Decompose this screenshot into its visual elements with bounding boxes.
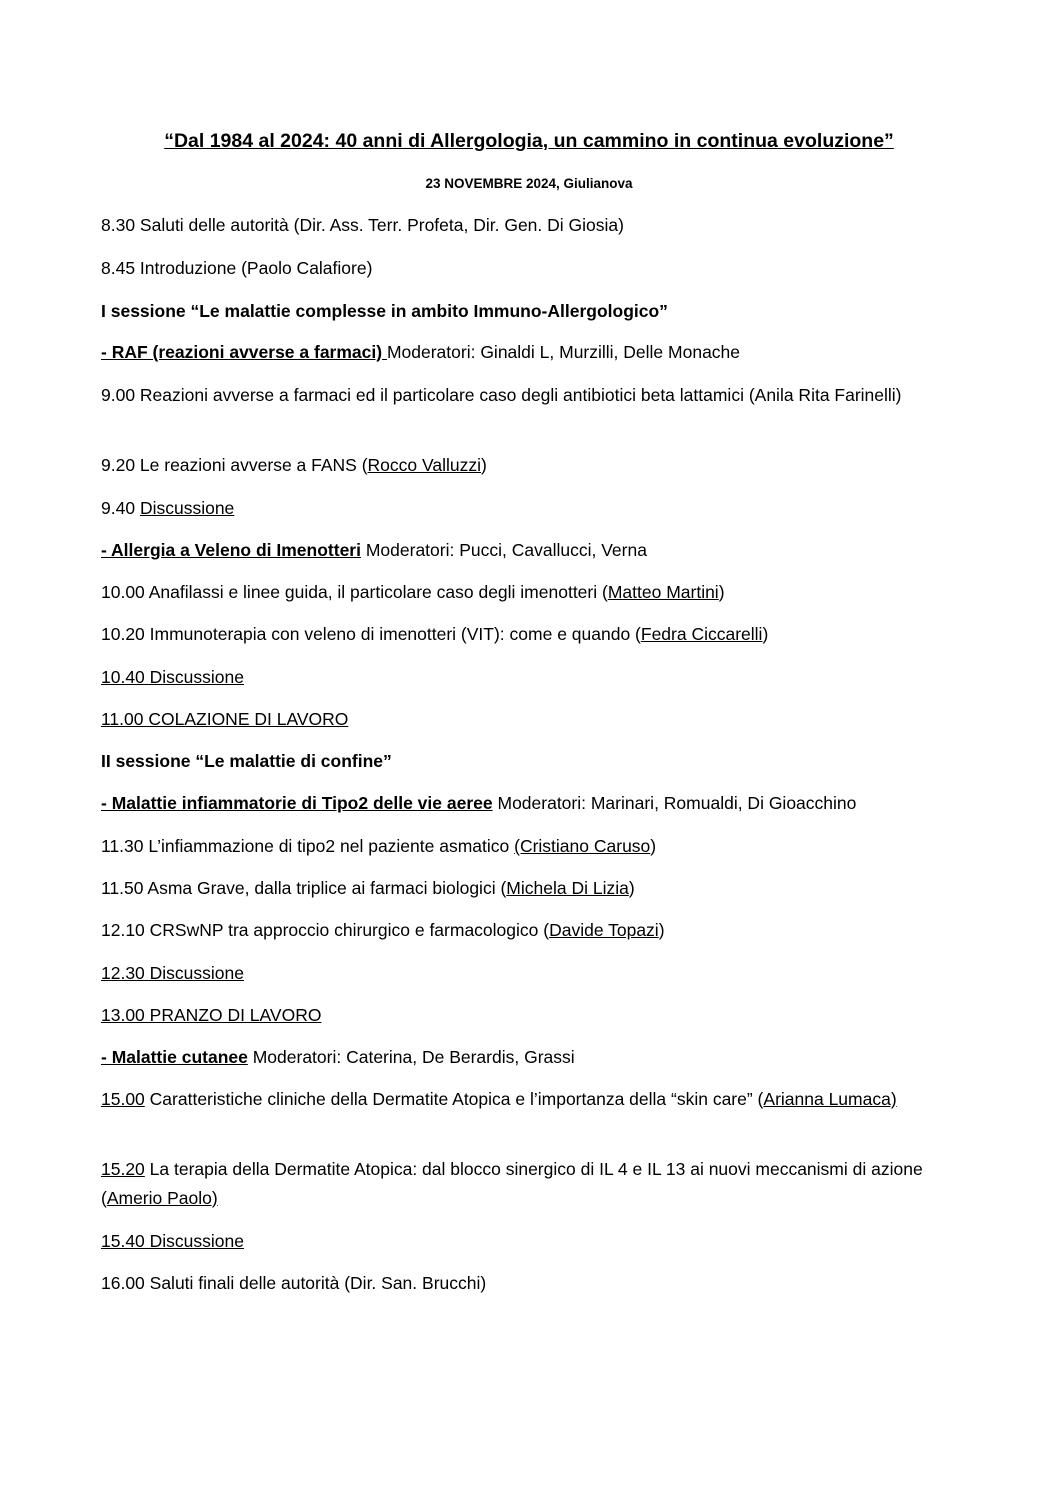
program-item bbox=[101, 620, 961, 649]
program-item: 12.30 Discussione bbox=[101, 963, 244, 983]
section-title: - Allergia a Veleno di Imenotteri bbox=[101, 540, 361, 560]
program-item: 16.00 Saluti finali delle autorità (Dir. San. Brucchi) bbox=[101, 1273, 487, 1293]
session-heading: I sessione “Le malattie complesse in ambito Immuno-Allergologico” bbox=[101, 301, 668, 321]
document-subtitle: 23 NOVEMBRE 2024, Giulianova bbox=[425, 176, 633, 191]
item-text: Caratteristiche cliniche della Dermatite Atopica e l’importanza della “skin care” ( bbox=[144, 1089, 764, 1109]
item-text: ) bbox=[658, 920, 665, 940]
speaker-name: Amerio Paolo) bbox=[106, 1188, 218, 1208]
moderators: Moderatori: Pucci, Cavallucci, Verna bbox=[360, 540, 647, 560]
speaker-name: (Cristiano Caruso bbox=[514, 836, 651, 856]
program-item bbox=[101, 916, 961, 945]
moderators: Moderatori: Caterina, De Berardis, Grassi bbox=[247, 1047, 575, 1067]
program-item: 8.30 Saluti delle autorità (Dir. Ass. Terr. Profeta, Dir. Gen. Di Giosia) bbox=[101, 215, 624, 235]
item-time: 15.00 bbox=[101, 1089, 145, 1109]
program-item bbox=[101, 832, 961, 861]
item-text: La terapia della Dermatite Atopica: dal blocco sinergico di IL 4 e IL 13 ai nuovi meccanismi di azione ( bbox=[101, 1159, 923, 1208]
document-title: “Dal 1984 al 2024: 40 anni di Allergologia, un cammino in continua evoluzione” bbox=[164, 130, 894, 152]
program-item bbox=[101, 874, 961, 903]
item-text: 11.50 Asma Grave, dalla triplice ai farmaci biologici ( bbox=[101, 878, 507, 898]
item-time: 9.40 bbox=[101, 498, 140, 518]
speaker-name: Michela Di Lizia bbox=[506, 878, 629, 898]
speaker-name: Davide Topazi bbox=[549, 920, 659, 940]
item-text: 12.10 CRSwNP tra approccio chirurgico e farmacologico ( bbox=[101, 920, 550, 940]
moderators: Moderatori: Ginaldi L, Murzilli, Delle Monache bbox=[386, 342, 741, 362]
item-text: 11.30 L’infiammazione di tipo2 nel paziente asmatico bbox=[101, 836, 515, 856]
item-text: 10.20 Immunoterapia con veleno di imenotteri (VIT): come e quando ( bbox=[101, 624, 641, 644]
program-item: 9.00 Reazioni avverse a farmaci ed il particolare caso degli antibiotici beta lattamici (Anila Rita Farinelli) bbox=[101, 385, 902, 405]
program-item: 13.00 PRANZO DI LAVORO bbox=[101, 1005, 322, 1025]
program-item bbox=[101, 578, 961, 607]
speaker-name: Fedra Ciccarelli bbox=[640, 624, 763, 644]
section-heading bbox=[101, 1043, 961, 1072]
item-time: 15.20 bbox=[101, 1159, 145, 1179]
session-heading: II sessione “Le malattie di confine” bbox=[101, 751, 392, 771]
section-heading bbox=[101, 536, 961, 565]
item-text: ) bbox=[762, 624, 769, 644]
speaker-name: Rocco Valluzzi bbox=[367, 455, 481, 475]
program-item bbox=[101, 494, 961, 523]
program-item bbox=[101, 1085, 961, 1114]
program-item: 11.00 COLAZIONE DI LAVORO bbox=[101, 709, 349, 729]
section-title: - Malattie infiammatorie di Tipo2 delle vie aeree bbox=[101, 793, 493, 813]
speaker-name: Arianna Lumaca) bbox=[763, 1089, 897, 1109]
section-heading bbox=[101, 338, 961, 367]
section-title: - RAF (reazioni avverse a farmaci) bbox=[101, 342, 387, 362]
speaker-name: Matteo Martini bbox=[607, 582, 719, 602]
item-text: ) bbox=[628, 878, 635, 898]
program-item bbox=[101, 451, 961, 480]
item-text: ) bbox=[650, 836, 657, 856]
discussion-label: Discussione bbox=[139, 498, 235, 518]
program-item: 8.45 Introduzione (Paolo Calafiore) bbox=[101, 258, 373, 278]
program-item: 10.40 Discussione bbox=[101, 667, 244, 687]
section-heading bbox=[101, 789, 961, 818]
item-text: ) bbox=[481, 455, 487, 475]
program-item: 15.40 Discussione bbox=[101, 1231, 244, 1251]
item-text: 9.20 Le reazioni avverse a FANS ( bbox=[101, 455, 368, 475]
section-title: - Malattie cutanee bbox=[101, 1047, 248, 1067]
item-text: 10.00 Anafilassi e linee guida, il particolare caso degli imenotteri ( bbox=[101, 582, 608, 602]
moderators: Moderatori: Marinari, Romualdi, Di Gioacchino bbox=[492, 793, 857, 813]
program-item bbox=[101, 1155, 961, 1213]
item-text: ) bbox=[718, 582, 725, 602]
